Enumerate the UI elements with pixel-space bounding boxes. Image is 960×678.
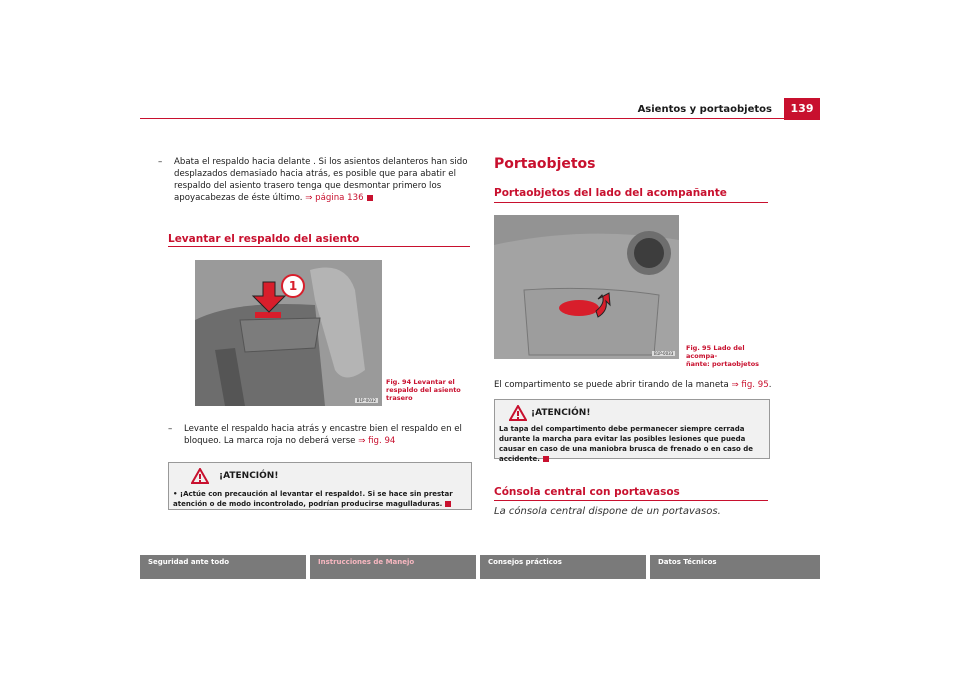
section-rule [168, 246, 470, 247]
bullet2-text: Levante el respaldo hacia atrás y encastre bien el respaldo en el bloqueo. La marca roja no deberá verse [184, 424, 462, 446]
glovebox-illustration [494, 215, 679, 359]
footer-label: Consejos prácticos [488, 558, 562, 566]
warning-title: ¡ATENCIÓN! [531, 408, 591, 418]
caption-line: Fig. 94 Levantar el [386, 378, 455, 386]
footer-label: Seguridad ante todo [148, 558, 230, 566]
warning-body: La tapa del compartimento debe permanecer siempre cerrada durante la marcha para evitar las posibles lesiones que pueda causar en caso de una maniobra brusca de frenado o en caso de accidente. [499, 425, 754, 463]
warning-body: ¡Actúe con precaución al levantar el respaldo!. Si se hace sin prestar atención o de modo incontrolado, podrían producirse magulladuras. [173, 490, 453, 508]
footer-tab-datos[interactable] [650, 555, 820, 579]
warning-triangle-icon [191, 468, 209, 484]
section-rule [494, 500, 768, 501]
warning-title: ¡ATENCIÓN! [219, 471, 279, 481]
section-title-levantar: Levantar el respaldo del asiento [168, 233, 360, 245]
warning-text [499, 424, 765, 464]
dash: – [158, 157, 163, 167]
warning-triangle-icon [509, 405, 527, 421]
figure-95 [494, 215, 679, 359]
bullet-abatir [158, 156, 468, 204]
footer-tab-seguridad[interactable] [140, 555, 306, 579]
main-title: Portaobjetos [494, 156, 596, 172]
bullet-levante [168, 423, 470, 447]
paragraph-compartimento: El compartimento se puede abrir tirando de la maneta ⇒ fig. 95. [494, 380, 772, 390]
warning-header-area [199, 468, 299, 484]
dash: – [168, 424, 173, 434]
warning-box-left [168, 462, 472, 510]
bullet1-link[interactable]: ⇒ página 136 [305, 193, 364, 203]
fig95-link[interactable]: ⇒ fig. 95 [731, 380, 769, 390]
figure-94-caption [386, 378, 466, 402]
section-title-acompanante: Portaobjetos del lado del acompañante [494, 187, 727, 199]
caption-line: respaldo del asiento [386, 386, 461, 394]
bullet-dot: • [173, 490, 178, 498]
caption-line: Fig. 95 Lado del acompa- [686, 344, 745, 360]
caption-line: ñante: portaobjetos [686, 360, 760, 368]
section-title-consola: Cónsola central con portavasos [494, 486, 680, 498]
figure-code: B1P-0032 [356, 398, 376, 403]
warning-text [173, 489, 465, 509]
end-marker [543, 456, 549, 462]
section-subtitle: La cónsola central dispone de un portavasos. [494, 506, 721, 517]
end-marker [367, 195, 373, 201]
figure-95-caption [686, 344, 776, 368]
warning-box-right [494, 399, 770, 463]
section-rule [494, 202, 768, 203]
figure-code: B1P-0033 [654, 351, 674, 356]
footer-tab-consejos[interactable] [480, 555, 646, 579]
paragraph-text: El compartimento se puede abrir tirando de la maneta [494, 380, 729, 390]
footer-tab-instrucciones[interactable] [310, 555, 476, 579]
footer-label: Instrucciones de Manejo [318, 558, 415, 566]
end-marker [445, 501, 451, 507]
bullet2-link[interactable]: ⇒ fig. 94 [358, 436, 396, 446]
callout-1: 1 [281, 274, 305, 298]
bullet1-text: Abata el respaldo hacia delante . Si los asientos delanteros han sido desplazados demasiado hacia atrás, es posible que para abatir el respaldo del asiento trasero tenga que desmontar primero los apoyacabezas de éste último. [174, 157, 468, 203]
header-rule [140, 118, 820, 119]
footer-label: Datos Técnicos [658, 558, 717, 566]
caption-line: trasero [386, 394, 413, 402]
header-title: Asientos y portaobjetos [637, 104, 772, 115]
page-number: 139 [784, 98, 820, 120]
figure-94 [195, 260, 382, 406]
